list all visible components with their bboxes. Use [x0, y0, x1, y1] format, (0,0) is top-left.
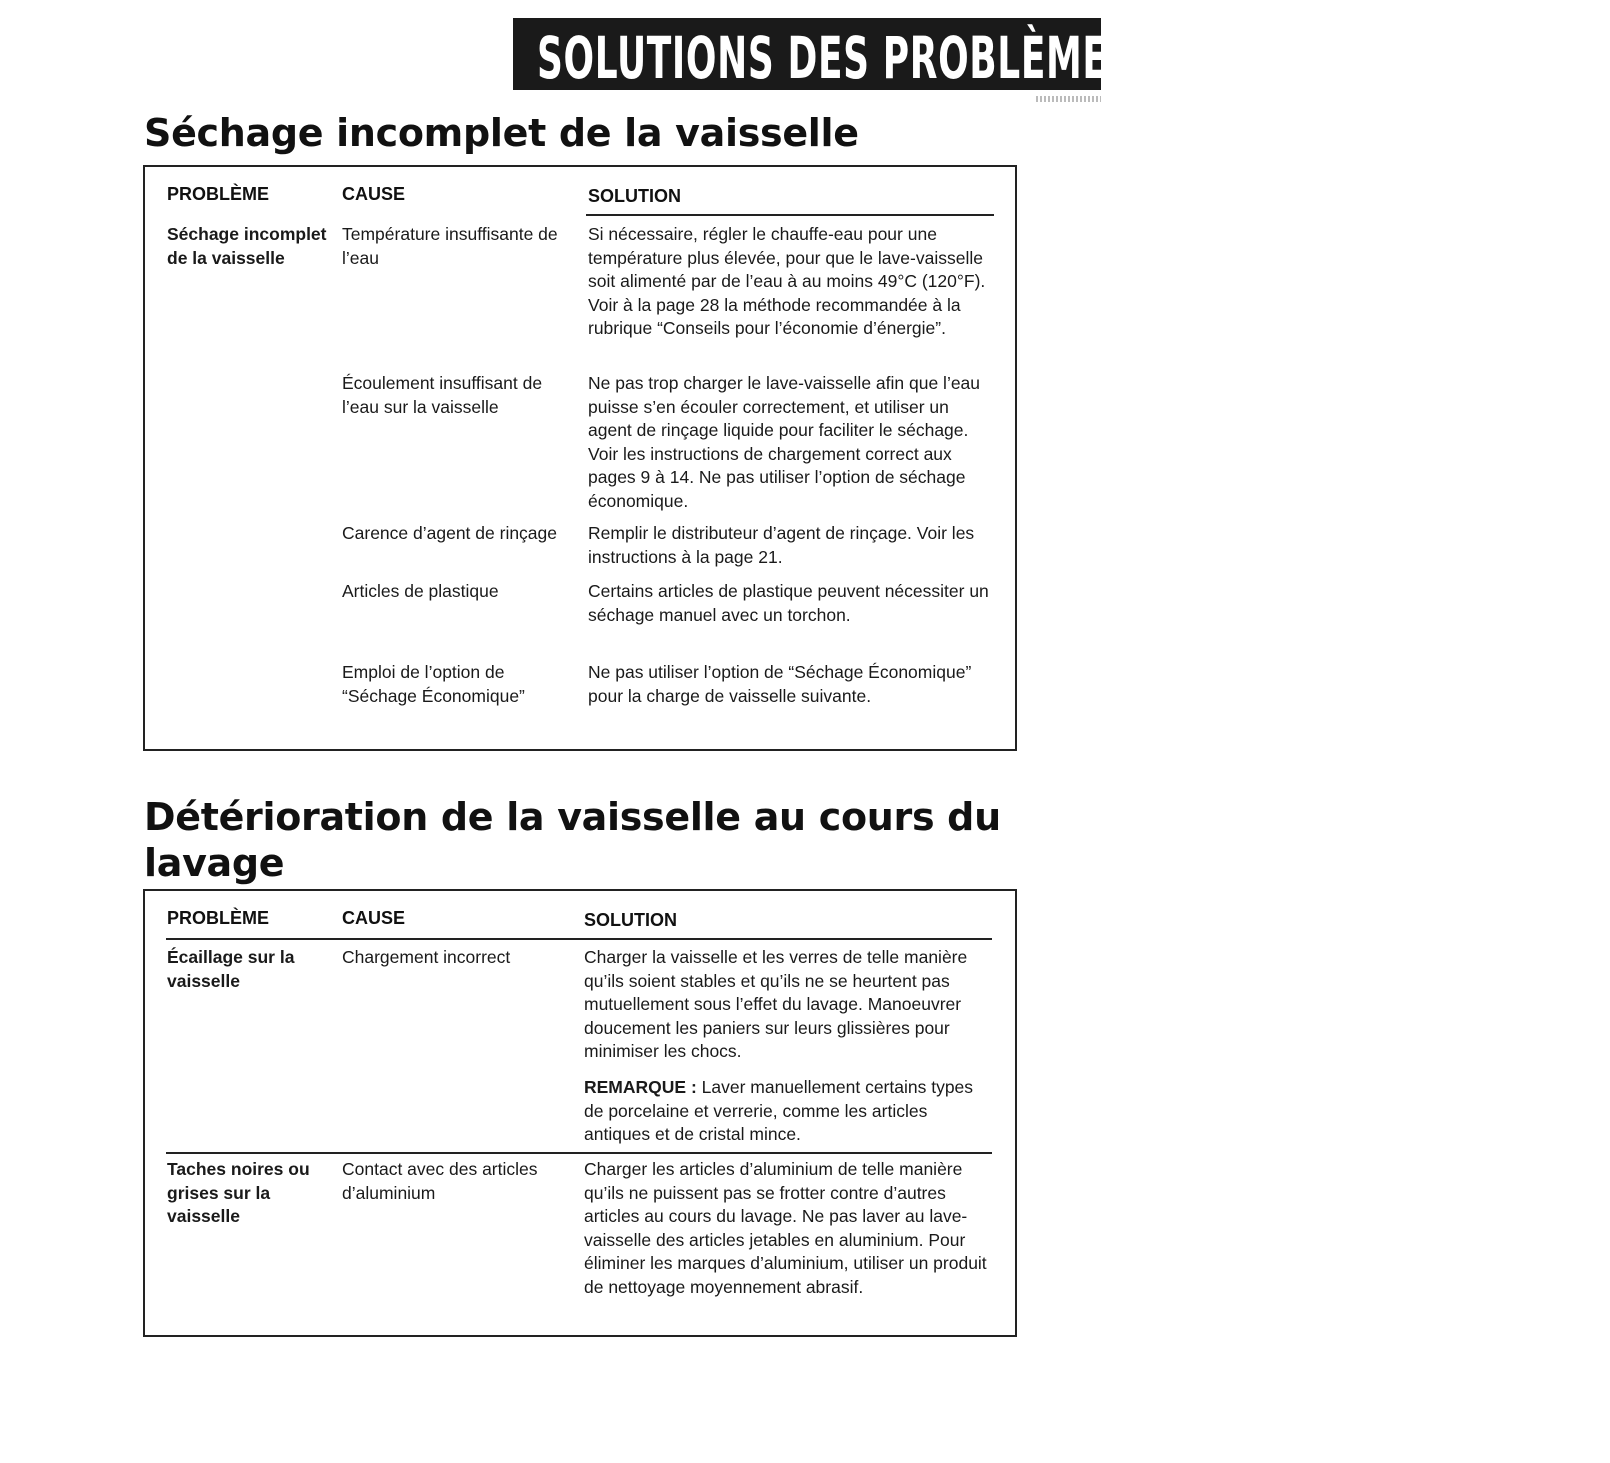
- cause-cell: Écoulement insuffisant de l’eau sur la vaisselle: [342, 373, 543, 417]
- problem-cell: Séchage incomplet de la vaisselle: [167, 224, 327, 268]
- problem-cell: Taches noires ou grises sur la vaisselle: [167, 1159, 310, 1226]
- cause-cell: Contact avec des articles d’aluminium: [342, 1159, 538, 1203]
- col-header-solution: SOLUTION: [588, 186, 681, 206]
- cause-cell: Articles de plastique: [342, 581, 499, 601]
- banner-shadow-decoration: [1036, 96, 1101, 102]
- note-label: REMARQUE :: [584, 1077, 697, 1097]
- note-text: Laver manuellement certains types de porcelaine et verrerie, comme les articles antiques et de cristal mince.: [584, 1077, 974, 1144]
- col-header-probleme: PROBLÈME: [167, 184, 270, 204]
- col-header-cause: CAUSE: [342, 184, 406, 204]
- col-header-cause: CAUSE: [342, 908, 406, 928]
- col-header-solution: SOLUTION: [584, 910, 677, 930]
- header-underline: [166, 938, 992, 940]
- cause-cell: Température insuffisante de l’eau: [342, 224, 558, 268]
- solution-cell: Si nécessaire, régler le chauffe-eau pour une température plus élevée, pour que le lave-vaisselle soit alimenté par de l’eau à au moins 49°C (120°F). Voir à la page 28 la méthode recommandée à la rubrique “Conseils pour l’économie d’énergie”.: [588, 224, 986, 338]
- solution-cell: Remplir le distributeur d’agent de rinçage. Voir les instructions à la page 21.: [588, 523, 975, 567]
- col-header-probleme: PROBLÈME: [167, 908, 270, 928]
- problem-cell: Écaillage sur la vaisselle: [167, 947, 295, 991]
- solution-cell: Charger les articles d’aluminium de telle manière qu’ils ne puissent pas se frotter contre d’autres articles au cours du lavage. Ne pas laver au lave-vaisselle des articles jetables en aluminium. Pour éliminer les marques d’aluminium, utiliser un produit de nettoyage moyennement abrasif.: [584, 1159, 987, 1297]
- cause-cell: Chargement incorrect: [342, 947, 511, 967]
- section-title-deterioration: Détérioration de la vaisselle au cours du lavage: [144, 795, 1001, 885]
- solution-cell: Ne pas trop charger le lave-vaisselle afin que l’eau puisse s’en écouler correctement, et utiliser un agent de rinçage liquide pour faciliter le séchage. Voir les instructions de chargement correct aux pages 9 à 14. Ne pas utiliser l’option de séchage économique.: [588, 373, 981, 511]
- solution-cell: Ne pas utiliser l’option de “Séchage Économique” pour la charge de vaisselle suivante.: [588, 662, 972, 706]
- cause-cell: Carence d’agent de rinçage: [342, 523, 558, 543]
- section-title-sechage: Séchage incomplet de la vaisselle: [144, 111, 859, 155]
- row-divider: [166, 1152, 992, 1154]
- cause-cell: Emploi de l’option de “Séchage Économique”: [342, 662, 525, 706]
- note-cell: [584, 1076, 994, 1147]
- solution-cell: Charger la vaisselle et les verres de telle manière qu’ils soient stables et qu’ils ne se heurtent pas mutuellement sous l’effet du lavage. Manoeuvrer doucement les paniers sur leurs glissières pour minimiser les chocs.: [584, 947, 968, 1061]
- solution-cell: Certains articles de plastique peuvent nécessiter un séchage manuel avec un torchon.: [588, 581, 989, 625]
- header-banner: [513, 18, 1610, 92]
- banner-title: SOLUTIONS DES PROBLÈMES COMMUNS DU LAVE-VI: [537, 24, 1610, 92]
- header-underline: [586, 214, 994, 216]
